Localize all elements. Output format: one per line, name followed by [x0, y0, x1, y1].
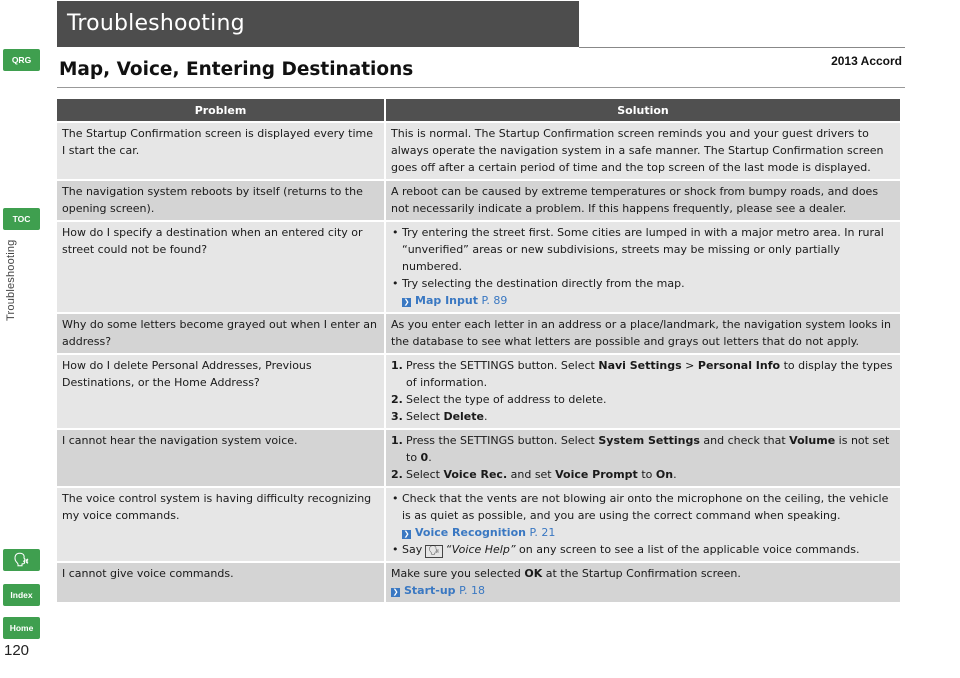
problem-cell: I cannot give voice commands.: [57, 563, 384, 602]
solution-cell: As you enter each letter in an address or a place/landmark, the navigation system looks in the database to see what letters are possible and grays out letters that do not apply.: [386, 314, 900, 353]
table-row: [57, 123, 900, 179]
bullet-item: • Say 🗣︎ “Voice Help” on any screen to see a list of the applicable voice commands.: [391, 541, 895, 558]
solution-cell: [386, 355, 900, 428]
solution-cell: This is normal. The Startup Confirmation screen reminds you and your guest drivers to always operate the navigation system in a safe manner. The Startup Confirmation screen goes off after a certain period of time and the top screen of the last mode is displayed.: [386, 123, 900, 179]
step-item: 2. Select the type of address to delete.: [391, 393, 607, 406]
voice-command-button[interactable]: [3, 549, 40, 571]
arrow-icon: ❯: [403, 298, 410, 306]
solution-column-header: Solution: [386, 99, 900, 121]
arrow-icon: ❯: [403, 530, 410, 538]
problem-cell: How do I specify a destination when an entered city or street could not be found?: [57, 222, 384, 312]
step-item: 3. Select Delete.: [391, 410, 488, 423]
solution-cell: [386, 488, 900, 561]
map-input-link[interactable]: ❯ Map Input P. 89: [403, 294, 508, 307]
step-item: 1. Press the SETTINGS button. Select System Settings and check that Volume is not set to 0.: [391, 434, 890, 464]
table-row: [57, 222, 900, 312]
home-button[interactable]: Home: [3, 617, 40, 639]
table-row: [57, 314, 900, 353]
bullet-item: • Try selecting the destination directly from the map.: [391, 275, 895, 292]
model-label: 2013 Accord: [831, 54, 902, 68]
toc-button[interactable]: TOC: [3, 208, 40, 230]
problem-cell: Why do some letters become grayed out when I enter an address?: [57, 314, 384, 353]
talk-button-icon: 🗣︎: [425, 545, 442, 558]
solution-cell: [386, 222, 900, 312]
page-title: Troubleshooting: [67, 11, 245, 36]
table-row: [57, 181, 900, 220]
troubleshooting-table: [57, 99, 900, 602]
bullet-item: • Try entering the street first. Some cities are lumped in with a major metro area. In rural “unverified” areas or new subdivisions, streets may be missing or only partially numbered.: [391, 224, 895, 275]
step-item: 1. Press the SETTINGS button. Select Navi Settings > Personal Info to display the types of information.: [391, 359, 893, 389]
table-row: [57, 430, 900, 486]
problem-cell: The navigation system reboots by itself (returns to the opening screen).: [57, 181, 384, 220]
index-button[interactable]: Index: [3, 584, 40, 606]
solution-cell: [386, 563, 900, 602]
problem-cell: The voice control system is having difficulty recognizing my voice commands.: [57, 488, 384, 561]
section-label: Troubleshooting: [5, 240, 17, 322]
qrg-button[interactable]: QRG: [3, 49, 40, 71]
page-number: 120: [4, 642, 30, 659]
solution-cell: [386, 430, 900, 486]
problem-column-header: Problem: [57, 99, 384, 121]
heading-divider: [57, 87, 905, 88]
solution-cell: A reboot can be caused by extreme temperatures or shock from bumpy roads, and does not necessarily indicate a problem. If this happens frequently, please see a dealer.: [386, 181, 900, 220]
voice-recognition-link[interactable]: ❯ Voice Recognition P. 21: [403, 526, 556, 539]
title-divider: [579, 47, 905, 48]
voice-command-icon: 🗣︎: [13, 552, 30, 567]
title-bar: [57, 1, 579, 47]
table-header: [57, 99, 900, 121]
start-up-link[interactable]: ❯ Start-up P. 18: [392, 584, 485, 597]
bullet-item: • Check that the vents are not blowing air onto the microphone on the ceiling, the vehicle is as quiet as possible, and you are using the correct command when speaking.: [391, 490, 895, 524]
problem-cell: How do I delete Personal Addresses, Previous Destinations, or the Home Address?: [57, 355, 384, 428]
step-item: 2. Select Voice Rec. and set Voice Prompt to On.: [391, 468, 677, 481]
solution-text: Make sure you selected OK at the Startup Confirmation screen.: [391, 567, 741, 580]
table-row: [57, 488, 900, 561]
section-heading: Map, Voice, Entering Destinations: [59, 59, 414, 80]
problem-cell: I cannot hear the navigation system voice.: [57, 430, 384, 486]
problem-cell: The Startup Confirmation screen is displayed every time I start the car.: [57, 123, 384, 179]
table-row: [57, 563, 900, 602]
arrow-icon: ❯: [392, 588, 399, 596]
table-row: [57, 355, 900, 428]
